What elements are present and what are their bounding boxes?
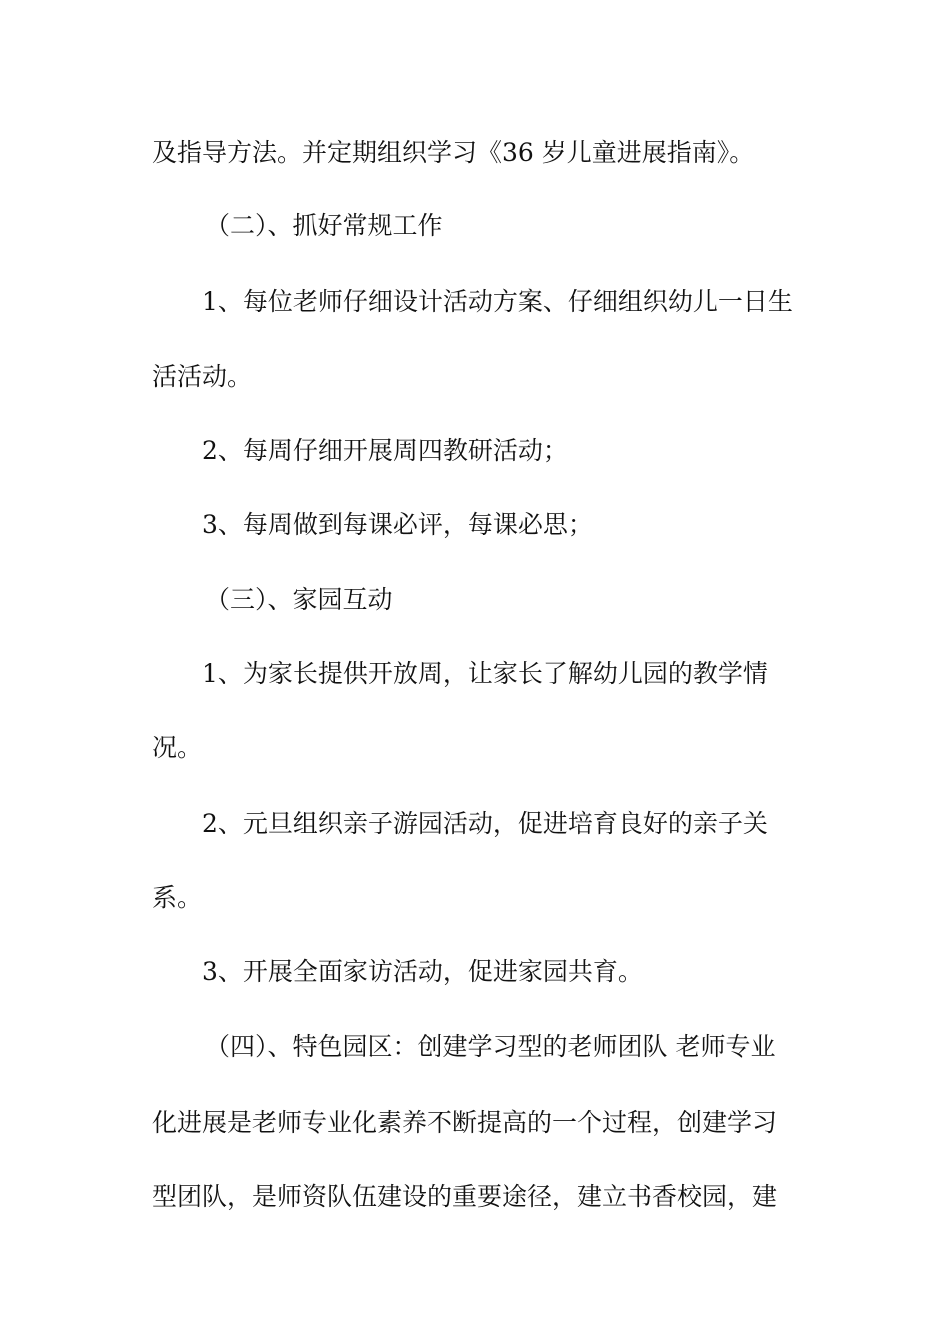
list-item-line: 3、开展全面家访活动，促进家园共育。: [202, 957, 643, 986]
list-item-line: 1、为家长提供开放周，让家长了解幼儿园的教学情: [202, 659, 768, 688]
list-item-line: 2、每周仔细开展周四教研活动；: [202, 436, 568, 465]
list-item-line: 1、每位老师仔细设计活动方案、仔细组织幼儿一日生: [202, 287, 793, 316]
section-heading-4: （四）、特色园区：创建学习型的老师团队 老师专业: [205, 1032, 776, 1061]
paragraph-line: 型团队，是师资队伍建设的重要途径，建立书香校园，建: [152, 1182, 778, 1211]
section-heading-2: （二）、抓好常规工作: [205, 211, 443, 240]
paragraph-line: 化进展是老师专业化素养不断提高的一个过程，创建学习: [152, 1108, 778, 1137]
paragraph-line: 系。: [152, 883, 203, 912]
list-item-line: 2、元旦组织亲子游园活动，促进培育良好的亲子关: [202, 809, 768, 838]
list-item-line: 3、每周做到每课必评，每课必思；: [202, 510, 593, 539]
section-heading-3: （三）、家园互动: [205, 585, 393, 614]
paragraph-line: 况。: [152, 733, 203, 762]
paragraph-line: 及指导方法。并定期组织学习《36 岁儿童进展指南》。: [152, 138, 755, 167]
paragraph-line: 活活动。: [152, 362, 253, 391]
